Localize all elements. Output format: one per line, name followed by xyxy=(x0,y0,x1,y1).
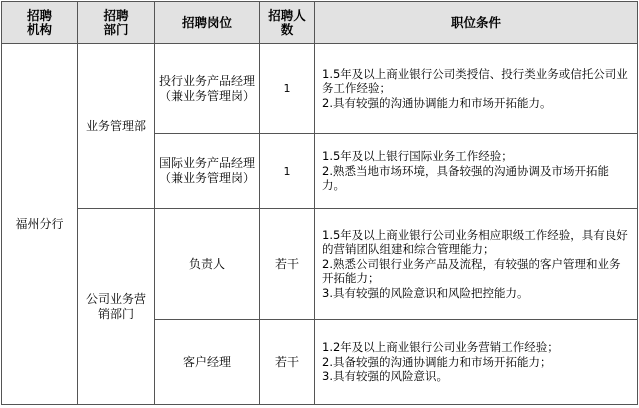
position-title: 国际业务产品经理（兼业务管理岗） xyxy=(159,156,256,185)
header-org-line-2: 机构 xyxy=(26,21,52,37)
header-count-line-1: 招聘人 xyxy=(268,7,306,23)
condition-line: 3.具有较强的风险意识。 xyxy=(322,369,448,384)
header-org-line-1: 招聘 xyxy=(26,7,52,23)
position-title: 投行业务产品经理（兼业务管理岗） xyxy=(159,73,256,103)
table-row xyxy=(2,44,638,134)
count-cell: 若干 xyxy=(260,209,315,320)
dept-title: 公司业务营销部门 xyxy=(85,291,146,321)
condition-line: 1.5年及以上商业银行公司类授信、投行类业务或信托公司业务工作经验； xyxy=(322,66,628,96)
dept-cell-corporate-marketing xyxy=(78,209,155,405)
header-count-line-2: 数 xyxy=(280,21,294,37)
condition-line: 2.具备较强的沟通协调能力和市场开拓能力； xyxy=(322,354,552,369)
conditions-cell xyxy=(315,209,638,320)
position-cell: 负责人 xyxy=(155,209,260,320)
condition-line: 2.熟悉公司银行业务产品及流程，有较强的客户管理和业务开拓能力； xyxy=(322,256,621,286)
count-cell: 1 xyxy=(260,44,315,134)
condition-line: 2.熟悉当地市场环境，具备较强的沟通协调及市场开拓能力。 xyxy=(322,163,609,193)
condition-line: 1.5年及以上商业银行公司业务相应职级工作经验，具有良好的营销团队组建和综合管理能力； xyxy=(322,227,628,257)
header-position: 招聘岗位 xyxy=(155,2,260,44)
position-cell xyxy=(155,134,260,209)
header-conditions: 职位条件 xyxy=(315,2,638,44)
conditions-cell xyxy=(315,44,638,134)
org-cell: 福州分行 xyxy=(2,44,78,405)
header-dept xyxy=(78,2,155,44)
dept-cell-business-management: 业务管理部 xyxy=(78,44,155,209)
table-row xyxy=(2,209,638,320)
position-cell xyxy=(155,44,260,134)
condition-line: 1.5年及以上银行国际业务工作经验； xyxy=(322,149,513,164)
count-cell: 若干 xyxy=(260,320,315,405)
recruitment-table xyxy=(1,1,638,405)
condition-line: 1.2年及以上商业银行公司业务营销工作经验； xyxy=(322,340,559,355)
condition-line: 3.具有较强的风险意识和风险把控能力。 xyxy=(322,285,529,300)
header-org xyxy=(2,2,78,44)
header-dept-line-1: 招聘 xyxy=(103,7,129,23)
header-row xyxy=(2,2,638,44)
condition-line: 2.具有较强的沟通协调能力和市场开拓能力。 xyxy=(322,95,552,110)
header-count xyxy=(260,2,315,44)
position-cell: 客户经理 xyxy=(155,320,260,405)
header-dept-line-2: 部门 xyxy=(103,21,129,37)
count-cell: 1 xyxy=(260,134,315,209)
conditions-cell xyxy=(315,320,638,405)
conditions-cell xyxy=(315,134,638,209)
